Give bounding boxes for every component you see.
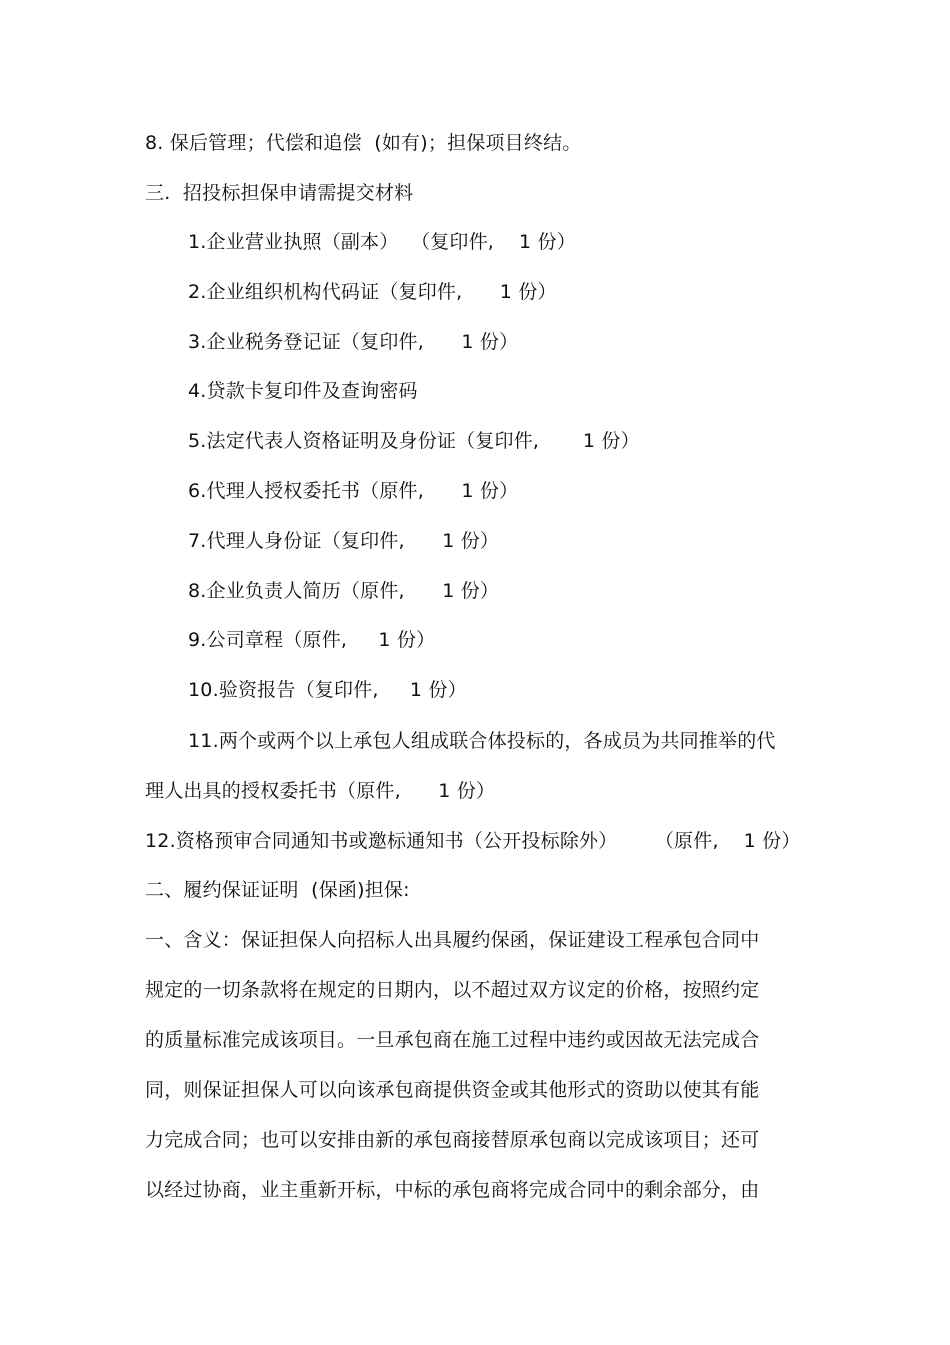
list-item: 7.代理人身份证（复印件, 1 份） [188, 530, 500, 552]
list-item: 5.法定代表人资格证明及身份证（复印件, 1 份） [188, 430, 640, 452]
paragraph-line: 力完成合同；也可以安排由新的承包商接替原承包商以完成该项目；还可 [145, 1129, 760, 1151]
list-item: 1.企业营业执照（副本） （复印件, 1 份） [188, 231, 576, 253]
list-item: 9.公司章程（原件, 1 份） [188, 629, 436, 651]
list-item: 10.验资报告（复印件, 1 份） [188, 679, 467, 701]
list-item: 2.企业组织机构代码证（复印件, 1 份） [188, 281, 557, 303]
list-item: 12.资格预审合同通知书或邀标通知书（公开投标除外） （原件, 1 份） [145, 830, 801, 852]
list-item: 4.贷款卡复印件及查询密码 [188, 380, 418, 402]
paragraph-line: 规定的一切条款将在规定的日期内，以不超过双方议定的价格，按照约定 [145, 979, 760, 1001]
list-item: 6.代理人授权委托书（原件, 1 份） [188, 480, 519, 502]
paragraph-line: 的质量标准完成该项目。一旦承包商在施工过程中违约或因故无法完成合 [145, 1029, 760, 1051]
paragraph-line: 同，则保证担保人可以向该承包商提供资金或其他形式的资助以使其有能 [145, 1079, 760, 1101]
list-item-continuation: 理人出具的授权委托书（原件, 1 份） [145, 780, 496, 802]
section-heading: 三. 招投标担保申请需提交材料 [145, 182, 414, 204]
paragraph-line: 一、含义：保证担保人向招标人出具履约保函，保证建设工程承包合同中 [145, 929, 760, 951]
list-item: 11.两个或两个以上承包人组成联合体投标的，各成员为共同推举的代 [188, 730, 776, 752]
list-item: 3.企业税务登记证（复印件, 1 份） [188, 331, 519, 353]
section-heading: 二、履约保证证明 (保函)担保: [145, 879, 410, 901]
list-item: 8.企业负责人简历（原件, 1 份） [188, 580, 500, 602]
paragraph-line: 以经过协商，业主重新开标，中标的承包商将完成合同中的剩余部分，由 [145, 1179, 760, 1201]
paragraph-line: 8. 保后管理；代偿和追偿 (如有)；担保项目终结。 [145, 132, 582, 154]
